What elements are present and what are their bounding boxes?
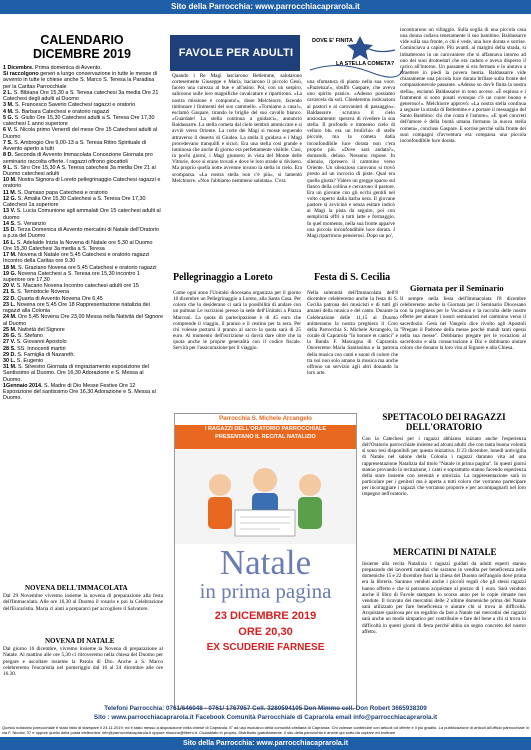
seminario-title: Giornata per il Seminario <box>410 283 504 293</box>
calendar-item: 15 D. Terza Domenica di Avvento mercatini di Natale dell'Oratorio a p.za del Duomo <box>3 227 160 240</box>
top-site-banner: Sito della Parrocchia: www.parrocchiacaprarola.it <box>0 0 531 14</box>
calendar-item: 11 M. S. Damaso papa Catechesi e oratorio <box>3 189 108 196</box>
calendar-item: 12 G. S. Amalia Ore 15,30 Catechesi a S. Teresa Ore 17,30 Catechesi 1a superiore <box>3 195 146 209</box>
poster-date: 23 DICEMBRE 2019 <box>214 610 317 622</box>
calendar-item: 23 L. Novena ore 5,45 Ore 18 Rappresentazione natalizia dei ragazzi alla Colonia <box>3 301 150 315</box>
mercatini-title: MERCATINI DI NATALE <box>393 547 497 557</box>
calendar-item: 10 M. Nostra Signora di Loreto pellegrinaggio Catechesi ragazzi e oratorio <box>3 177 161 190</box>
novena-natale-text: Dal giorno 16 dicembre, vivremo insieme la Novena di preparazione al Natale. Al mattino alle ore 5,30 ci ritroveremo nella chiesa del Duomo per pregare e ascoltare insieme la Parola di Dio. Anche a S. Marco celebreremo l'eucaristia nel pomeriggio dal 16 al 24 dicembre alle ore 16.30. <box>3 646 163 678</box>
calendar-item: 28 S. SS. Innocenti martiri <box>3 345 66 352</box>
calendar-item: 29 D. S. Famiglia di Nazareth. <box>3 351 75 358</box>
calendar-item: 1 Dicembre. Prima domenica di Avvento. <box>3 65 102 71</box>
calendar-list <box>3 65 163 402</box>
footer-contacts: Telefoni Parrocchia: 0761/646048 - 0761/ 1767957 Cell. 3280594105 Don Mimmo cell. Don Robert 3665938309 Sito : www.parrocchiacaprarola.it Facebook Comunità Parrocchiale di Caprarola email info@parrocchiacaprarola.it <box>93 705 438 721</box>
loreto-text: Come ogni anno l'Unitalsi diocesana organizza per il giorno 10 dicembre un Pellegrinaggio a Loreto, alla Santa Casa. Per coloro che lo desiderano ci sarà la possibilità di andare con un pulman Le iscrizioni presso la sede dell'Unitalsi a Piazza Marconi. La quota di partecipazione è di 45 euro che comprende il viaggio, il pranzo e il cestino per la sera. Per chi volesse portarsi il pranzo al sacco la quota sarà di 25 euro. Al momento dell'iscrizione si dovrà dare oltre che la quota anche le proprie generalità con il codice fiscale. Servirà per l'assicurazione per il viaggio. <box>173 290 301 352</box>
dove-text-right: incontrarono un villaggio. Sulla soglia di una piccola casa una donna cullava teneramente il suo bambino. Baldassarre vide sulla sua fronte, o chi è vede, una luce dorata e sorrise. Cominciava a capire. Più avanti, ai margini della strada, si imbatterono in un carovaniere che si affannava intorno ad uno dei suoi dromedari che era caduto e aveva disperso il carico all'intorno. Un passante si era fermato e lo aiutava a rimettere in piedi la povera bestia. Baldassarre vide chiaramente una piccola luce dorata brillare sulla fronte del compassionevole passante. «Adesso so dov'è finita la nostra stella», esclamò Baldassarre in tono acceso. «È esplosa e i frammenti si sono posati ovunque c'è un cuore buono e generoso!». Melchiorre approvò: «La nostra stella continua a segnare la strada di Betlemme e a portare il messaggio del Santo Bambino: chi che conta è l'amore». «E quel concreti dell'amore è della bontà umana formano la nuova stella cometa», concluse Gaspare. E sorrise perché sulla fronte dei suoi compagni d'avventura era comparsa una piccola inconfondibile luce dorata. <box>400 27 526 144</box>
poster-natale: Natale <box>219 543 312 582</box>
novena-immacolata-text: Dal 29 Novembre vivremo insieme la novena di preparazione alla festa dell'Immacolata. Alle ore 16,30 al Duomo il rosario e poi la Celebrazione dell'Eucaristia. Maria ci aiuti a prepararci per accogliere il Salvatore. <box>3 593 163 612</box>
poster-subtitle: in prima pagina <box>199 579 332 603</box>
favole-text: Quando i Re Magi lasciarono Betlemme, salutarono cortesemente Giuseppe e Maria, baciarono il piccolo Gesù, facero una carezza al bue e all'asino. Poi, con un sospiro, saliroono sulle loro magnifiche cavalcature e ripartirono. «La nostra missione è compiuta!», disse Melchiorre, facendo tintinnare i finimenti del suo cammello. «Torniamo a casa!», esclamò Gaspare, tirando le briglie del suo cavallo bianco. «Guardate! La stella continua a guidarci», annunciò Baldassarre. La stella cometa dal cielo sembrò ammiccare e si avviò verso Oriente. La corte dei Magi si mosse seguendo attraverso il deserto di Giudea. La stella li guidava e i Magi procedevano tranquilli e sicuri. Era una stella così grande e luminosa che anche di giorno era perfettamente visibile. Così, in pochi giorni, i Magi giunsero in vista del Monte delle Vittorie, dove si erano trovati e dove le loro strade si divisero. Ma proprio quella notte avvenne invano la stella in cielo. Era scomparsa. «La nostra stella non c'è più», si lamentò Melchiorre. «Non l'abbiamo nemmeno salutata». C'era <box>172 73 302 184</box>
cecilia-title: Festa di S. Cecilia <box>314 272 391 283</box>
calendar-item: 6 V. S. Nicola primo Venerdì del mese Ore 15 Catechesi adulti al Duomo <box>3 127 158 140</box>
cometa-title: LA STELLA COMETA? <box>336 61 395 67</box>
calendar-item: 4 M. S. Barbara Catechesi e oratorio ragazzi <box>3 108 110 115</box>
novena-immacolata-title: NOVENA DELL'IMMACOLATA <box>25 584 128 592</box>
spettacolo-title: SPETTACOLO DEI RAGAZZI DELL'ORATORIO <box>382 412 506 432</box>
footer-note: Questo notiziario parrocchiale è stato fatto di stampare il 24.11.2019; ed è stato messo a disposizione nella chiese di Caprarola. E' ad uso esclusivo della comunità cristiana di Caprarola. Chi volesse contribuire con articoli od offerte è il più gradito. La pubblicazione di articoli all'ufficio parrocchiale in via F. Nicolai, 37 e oppure quello della posta elettronica: info@parrocchiacaprarola.it oppure riiuuuno@libero.it. Ciclostilato in proprio. Distribuito gratuitamente. Il sito della parrocchia è anche qui sotto da copiare ed inoltrare <box>2 725 529 735</box>
calendar-item: 8 D. Seconda di Avvento Immacolata Concezione Giornata pro seminario raccolta offerte. I ragazzi offrono giocattoli <box>3 152 153 165</box>
calendar-item: 18 M. S. Graziano Novena ore 5,45 Catechesi e oratorio ragazzi <box>3 264 157 271</box>
calendar-item: 31 M. S. Silvestro Giornata di ringraziamento esposizione del Santissimo al Duomo. Ore 16,30 Adorazione e S. Messa al Duomo. <box>3 364 149 383</box>
calendar-item: 19 G. Novena Catechesi a S. Teresa ore 15,30 incontro 1 superiore ore 17,30 <box>3 270 140 283</box>
calendar-item: 24 M. Ore 5,45 Novena Ore 23,00 Messa nella Natività del Signore al Duomo <box>3 314 163 327</box>
cecilia-text: Nella solennità dell'Immacolata dell'8 dicembre celebreremo anche la festa di S. Cecilia patrona dei musicisti e di tutti gli amanti della musica e del canto. Durante la Celebrazione delle 11,15 al Duomo animeranno la nostra preghiera il Coro della Parrocchia S. Michele Arcangelo, la corale di Caprarola "In honore et cantici" e la Banda F. Mascagna di Caprarola. Onoreremo Maria Santissima e la patrona della musica con canti e suoni di colore che tra noi non solo amano la musica ma anche offrono un servizio agli altri donando la loro arte. <box>307 290 398 377</box>
calendar-item: 14 S. S. Venanzio <box>3 220 46 227</box>
poster-time: ORE 20,30 <box>238 626 293 638</box>
bottom-site-banner: Sito della Parrocchia: www.parrocchiacaprarola.it <box>0 737 531 750</box>
children-illustration <box>175 450 356 544</box>
calendar-item: 3 M. S. Francesco Saverio Catechesi ragazzi e oratorio <box>3 102 136 109</box>
calendar-item: 22 D. Quarta di Avvento Novena Ore 6,45 <box>3 295 103 302</box>
mercatini-text: Insieme alla recita Natalizia i ragazzi guidati da adulti esperti stanno preparando dei lavoretti natalizi che saranno in vendita per beneficenza nelle domeniche 15 e 22 dicembre fuori la chiesa del Duomo nell'angolo dove prima era la libreria. Saranno venduti anche i piccoli regali che gli stessi ragazzi hanno offerto e che si potranno acquistare al prezzo di 1 euro. Sarà venduto anche il libro di Favole stampato lo scorso anno per le copie rimaste non vendute. Il ricavato dei mercatini delle 2 ultime domeniche prima del Natale sarà utilizzato per fare beneficenza e aiutare chi si trova in difficoltà. Acquistare qualcosa per un regalino da fare a Natale nei mercatini dei ragazzi sarà anche un modo simpatico per contribuire e fare del bene a chi si trova in difficoltà in questi giorni di festa perché abbia un segno concreto del nostro affetto. <box>362 561 526 635</box>
calendar-item: 27 V. S. Giovanni Apostolo <box>3 339 67 346</box>
loreto-title: Pellegrinaggio a Loreto <box>173 272 273 283</box>
poster-parish: Parrocchia S. Michele Arcangelo <box>219 416 312 422</box>
calendar-item: 7 S. S. Ambrogio Ore 9,00-13 a S. Teresa Ritiro Spirituale di Avvento aperto a tutti <box>3 139 147 153</box>
recital-poster <box>174 413 357 709</box>
calendar-item: Si raccolgono generi a lungo conservazione in tutte le messe di avvento in tutte le chiese anche S. Marco S. Teresa la Paradisa per la Caritas Parrocchiale <box>3 71 158 90</box>
poster-band: I RAGAZZI DELL'ORATORIO PARROCCHIALE PRESENTANO IL RECITAL NATALIZIO <box>175 425 356 449</box>
spettacolo-text: Con la Catechesi per i ragazzi abbiamo iniziato anche l'esperienza dell'Oratorio parrocchiale insieme ad alcuni adulti che con tanta buona volontà si sono resi disponibili per questa iniziativa. Il 23 dicembre, lunedì antivigilia di Natale nel salone della Colonia i ragazzi daranno vita ad una rappresentazione Natalizia dal titolo "Natale in prima pagina". In questi giorni stanno provando la recitazione, i canti e soprattutto stanno facendo esperienza della stare insieme con serenità e amicizia. La rappresentazione sarà in particolare per i genitori ma è aperta a tutti coloro che vorranno partecipare per incoraggiare i ragazzi che vorranno proporre e per accompagnarli nel loro impegno nell'oratorio. <box>362 436 526 498</box>
calendar-item: 9 L. S. Siro Ore 15,30 A S. Teresa catechesi 3a media Ore 21 al Duomo catechesi adulti <box>3 164 156 177</box>
dove-title: DOVE E' FINITA <box>312 38 353 44</box>
calendar-title: CALENDARIO DICEMBRE 2019 <box>33 33 131 61</box>
calendar-item: 5 G. S. Giulio Ore 15,30 Catechesi adulti a S. Teresa Ore 17,30 catechesi 1 anno superiore <box>3 114 155 128</box>
favole-banner: FAVOLE PER ADULTI <box>170 35 302 71</box>
calendar-item: 20 V. S. Macario Novena Incontro catechesi adulti ore 15 <box>3 283 139 290</box>
novena-natale-title: NOVENA DI NATALE <box>45 637 115 645</box>
poster-place: EX SCUDERIE FARNESE <box>206 642 325 653</box>
calendar-item: 30 L. S. Eugenio <box>3 358 44 365</box>
seminario-text: Il sempre nella festa dell'Immacolata l'8 dicembre celebreremo anche la Giornata per il Seminario Diocesano con la preghiera per le Vocazioni e la raccolta delle nostre offerte per aiutare i nostri seminaristi nel cammino verso il sacerdozio. Gesù nel Vangelo dice rivolto agli Apostoli "Pregate il Padrone della messe perché mandi tanti operai nella sua messe". Dobbiamo pregare per le vocazioni al sacerdozio e alla consacrazione a Dio e dobbiamo aiutare coloro che donano la loro vita al Signore e alla Chiesa. <box>400 296 526 352</box>
calendar-item: 21 S. S. Temistocle Novena <box>3 289 70 296</box>
calendar-item: 2 L. S. Bibiana Ore 15,30 a S. Teresa catechesi 3a media Ore 21 Catechesi degli adulti al Duomo <box>3 89 159 103</box>
calendar-item: 17 M. Novena di Natale ore 5,45 Catechesi e oratorio ragazzi Incontro della Caritas ore 9.30 <box>3 252 150 265</box>
calendar-item: 26 G. S. Stefano <box>3 333 43 340</box>
calendar-item: 13 V. S. Lucia Comunione agli ammalati Ore 15 catechesi adulti al duomo <box>3 208 161 221</box>
calendar-item: 25 M. Natività del Signore <box>3 326 65 333</box>
calendar-item: 16 L. S. Adelaide Inizia la Novena di Natale ore 5,30 al Duomo Ore 15,30 Catechesi 3a media a S. Teresa <box>3 239 153 252</box>
calendar-item: 1Gennaio 2014. S. Madre di Dio Messe Festive Ore 12 Esposizione del santissimo Ore 16,30 Adorazione e S. Messa al Duomo. <box>3 382 156 402</box>
dove-text-mid: una sfumatura di pianto nella sua voce. «Pazienza!», sbuffò Gaspare, che aveva uno spirito pratico. «Adesso possiamo cavarcela da soli. Chiederemo indicazioni ai pastori e ai carovanieri di passaggio». Baldassarre scrutava il cielo ansiosamente: sperava di rivedere la sua stella. Il profondo e immenso cielo di velluto blu era un brulichio di stelle piccole, ma la cometa dalla inconfondibile luce dorata non c'era proprio più. «Dove sarà andata?», domandò, deluso. Nessuno rispose. In silenzio, ripresero il cammino verso Oriente. Un silenzioso carovano si trovò presto ad un incrocio di piste. Qual era quella giusta? Videro un gregge sparso sul fianco della collina e cercarono il pastore. Era un giovane con gli occhi gentili nel volto coperto dalla barba nera. Il giovane pastore si avvicinò e senza esitare indicò ai Magi la pista da seguire, poi con semplicità offrì a tutti latte e formaggio. In quel momento, nella sua fronte apparve una piccola inconfondibile luce dorata. I Magi ripartirono pensierosi. Dopo un po', <box>307 79 395 239</box>
